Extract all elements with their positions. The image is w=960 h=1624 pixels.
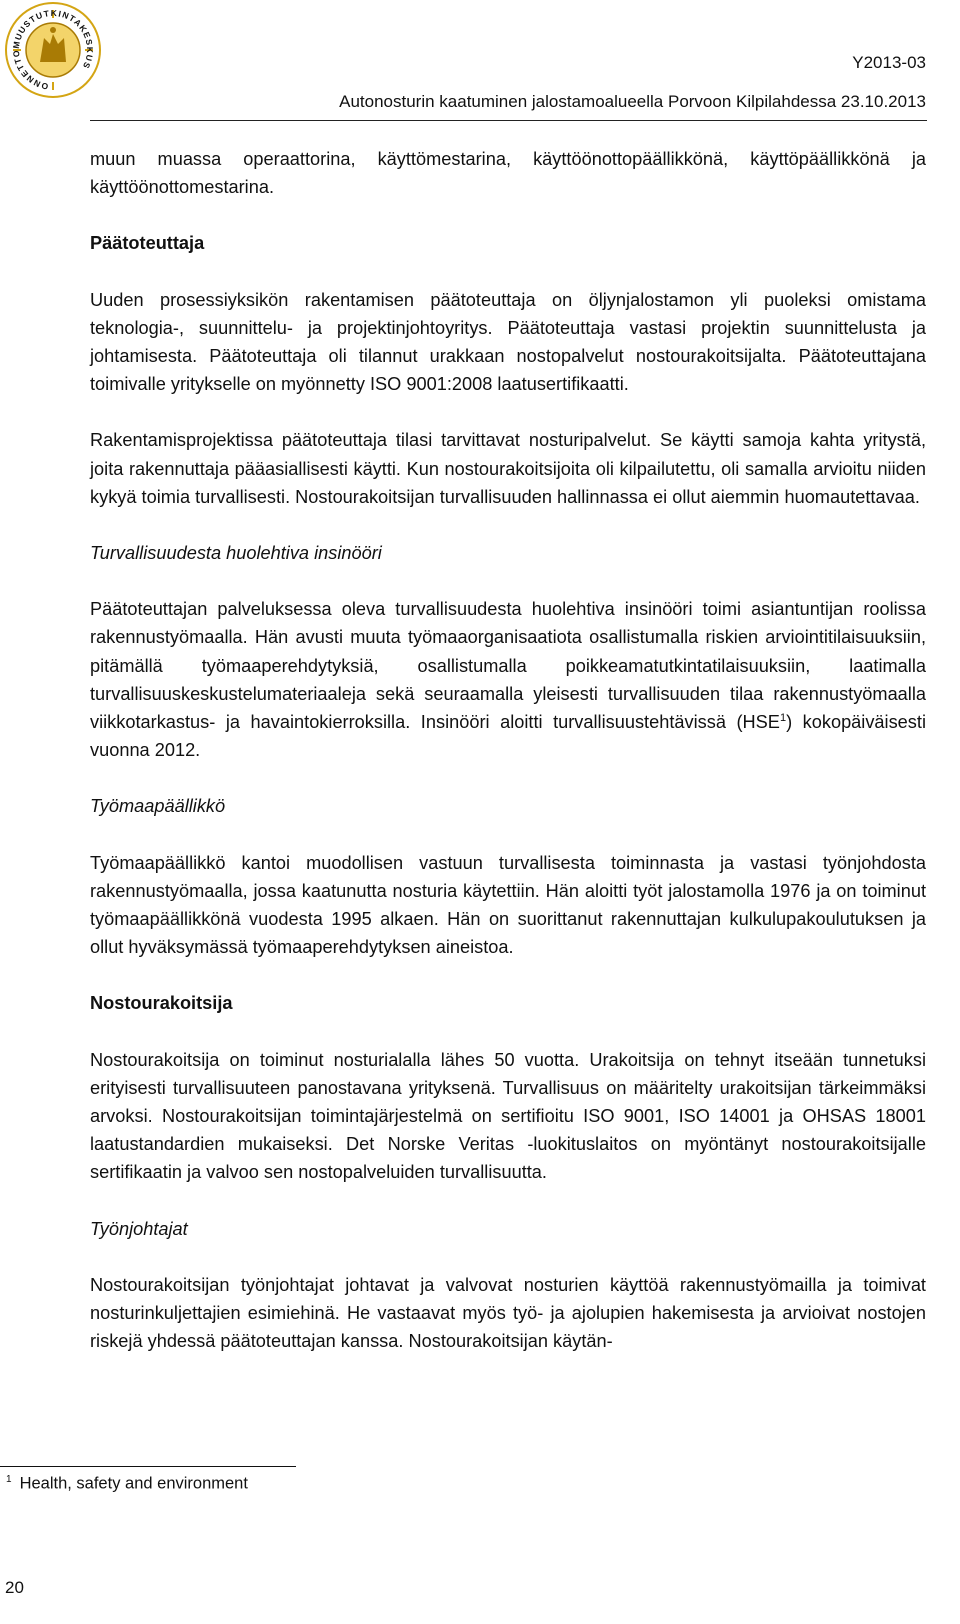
subheading-tyonjohtajat: Työnjohtajat xyxy=(90,1218,188,1239)
svg-text:ONNETTOMUUSTUTKINTAKESKUS: ONNETTOMUUSTUTKINTAKESKUS xyxy=(10,7,96,92)
paragraph: Rakentamisprojektissa päätoteuttaja tilasi tarvittavat nosturipalvelut. Se käytti samoja kahta yritystä, joita rakennuttaja pääasiallisesti käytti. Kun nostourakoitsijoita oli kilpailutettu, oli samalla arvioitu niiden kykyä toimia turvallisesti. Nostourakoitsijan turvallisuuden hallinnassa ei ollut aiemmin huomautettavaa. xyxy=(90,430,926,507)
paragraph: Uuden prosessiyksikön rakentamisen päätoteuttaja on öljynjalostamon yli puoleksi omistama teknologia-, suunnittelu- ja projektinjohtoyritys. Päätoteuttaja vastasi projektin suunnittelusta ja johtamisesta. Päätoteuttaja oli tilannut urakkaan nostopalvelut nostourakoitsijalta. Päätoteuttajana toimivalle yritykselle on myönnetty ISO 9001:2008 laatusertifikaatti. xyxy=(90,289,926,395)
footnote-reference[interactable]: 1 xyxy=(779,711,787,724)
paragraph: Työmaapäällikkö kantoi muodollisen vastuun turvallisesta toiminnasta ja vastasi työnjohdosta rakennustyömaalla, jossa kaatunutta nosturia käytettiin. Hän aloitti työt jalostamolla 1976 ja on toiminut työmaapäällikkönä vuodesta 1995 alkaen. Hän on suorittanut rakennuttajan kulkulupakoulutuksen ja ollut hyväksymässä työmaaperehdytyksen aineistoa. xyxy=(90,852,926,958)
subheading-tyomaapaallikko: Työmaapäällikkö xyxy=(90,796,226,817)
paragraph: Nostourakoitsijan työnjohtajat johtavat ja valvovat nosturien käyttöä rakennustyömailla ja toimivat nosturinkuljettajien esimiehinä. He vastaavat myös työ- ja ajolupien hakemisesta ja arvioivat nostojen riskejä yhdessä päätoteuttajan kanssa. Nostourakoitsijan käytän- xyxy=(90,1274,926,1352)
running-title: Autonosturin kaatuminen jalostamoalueella Porvoon Kilpilahdessa 23.10.2013 xyxy=(339,92,926,111)
document-id: Y2013-03 xyxy=(852,53,926,72)
section-heading-nostourakoitsija: Nostourakoitsija xyxy=(90,993,233,1014)
paragraph-text: Päätoteuttajan palveluksessa oleva turvallisuudesta huolehtiva insinööri toimi asiantuntijan roolissa rakennustyömaalla. Hän avusti muuta työmaaorganisaatiota osallistumalla riskien arviointitilaisuuksiin, pitämällä työmaaperehdytyksiä, osallistumalla poikkeamatutkintatilaisuuksiin, laatimalla turvallisuuskeskustelumateriaaleja sekä seuraamalla yleisesti turvallisuuden tilaa rakennustyömaalla viikkotarkastus- ja havaintokierroksilla. Insinööri aloitti turvallisuustehtävissä (HSE xyxy=(90,599,926,733)
body-text xyxy=(90,145,926,1384)
paragraph: muun muassa operaattorina, käyttömestarina, käyttöönottopäällikkönä, käyttöpäällikkönä ja käyttöönottomestarina. xyxy=(90,149,926,198)
subheading-turvallisuus: Turvallisuudesta huolehtiva insinööri xyxy=(90,543,382,564)
page-number: 20 xyxy=(5,1578,24,1597)
section-heading-paatoteuttaja: Päätoteuttaja xyxy=(90,233,205,254)
paragraph: Nostourakoitsija on toiminut nosturialalla lähes 50 vuotta. Urakoitsija on tehnyt itseään tunnetuksi erityisesti turvallisuuteen panostavana yrityksenä. Turvallisuus on määritelty urakoitsijan tärkeimmäksi arvoksi. Nostourakoitsijan toimintajärjestelmä on sertifioitu ISO 9001, ISO 14001 ja OHSAS 18001 laatustandardien mukaiseksi. Det Norske Veritas -luokituslaitos on myöntänyt nostourakoitsijalle sertifikaatin ja valvoo sen nostopalveluiden turvallisuutta. xyxy=(90,1049,926,1183)
footnote-mark: 1 xyxy=(6,1474,12,1485)
footnote-text: Health, safety and environment xyxy=(19,1474,248,1493)
paragraph-hse xyxy=(90,595,926,764)
paragraph-text: ) kokopäiväisesti vuonna 2012. xyxy=(90,712,926,761)
footnote-divider xyxy=(0,1466,296,1467)
header-divider xyxy=(90,120,927,121)
footnote xyxy=(6,1474,248,1494)
organization-logo xyxy=(0,0,106,98)
